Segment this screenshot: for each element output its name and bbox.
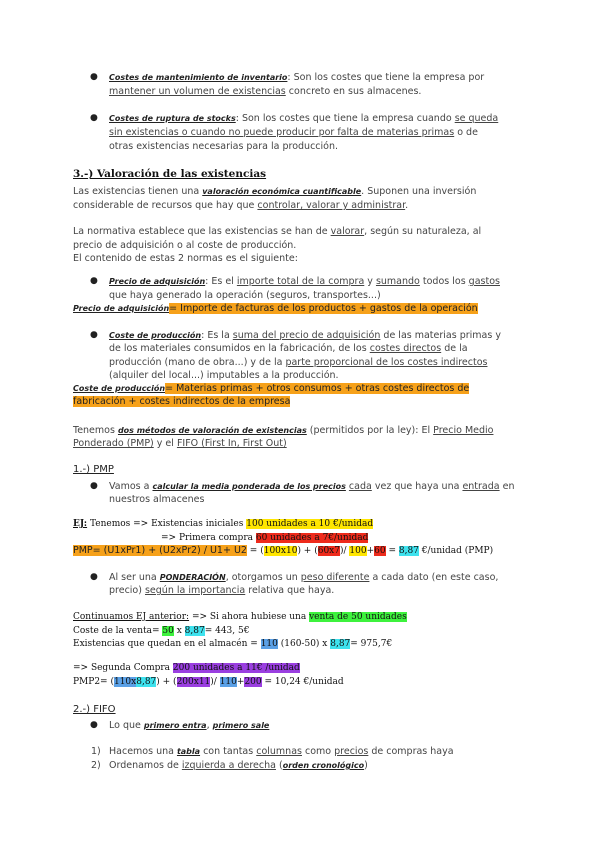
bullet-icon: ● (90, 330, 98, 340)
example-line: Coste de la venta= 50 x 8,87= 443, 5€ (73, 626, 250, 636)
paragraph-line: de los materiales consumidos en la fabricación, de los costes directos de la (109, 343, 468, 354)
bullet-icon: ● (90, 572, 98, 582)
bullet-fifo: Lo que primero entra, primero sale (109, 720, 270, 731)
term-label: Costes de mantenimiento de inventario (109, 73, 288, 82)
bullet-icon: ● (90, 481, 98, 491)
formula-precio-adquisicion: Precio de adquisición= Importe de facturas de los productos + gastos de la operación (73, 303, 478, 314)
paragraph-line: Ponderado (PMP) y el FIFO (First In, First Out) (73, 438, 287, 449)
bullet-ponderacion: Al ser una PONDERACIÓN, otorgamos un peso diferente a cada dato (en este caso, (109, 572, 499, 583)
section-heading-pmp: 1.-) PMP (73, 464, 114, 475)
paragraph-line: (alquiler del local...) imputables a la producción. (109, 370, 339, 381)
bullet-icon: ● (90, 720, 98, 730)
bullet-ruptura-line2: sin existencias o cuando no puede producir por falta de materias primas o de (109, 127, 478, 138)
bullet-icon: ● (90, 276, 98, 286)
example-line: Existencias que quedan en el almacén = 110 (160-50) x 8,87= 975,7€ (73, 639, 393, 649)
section-heading-fifo: 2.-) FIFO (73, 704, 116, 715)
example-line: PMP2= (110x8,87) + (200x11)/ 110+200 = 10,24 €/unidad (73, 677, 344, 687)
term-label: Costes de ruptura de stocks (109, 114, 236, 123)
bullet-mantenimiento: Costes de mantenimiento de inventario: Son los costes que tiene la empresa por (109, 72, 485, 83)
bullet-pmp: Vamos a calcular la media ponderada de los precios cada vez que haya una entrada en (109, 481, 515, 492)
paragraph-line: Tenemos dos métodos de valoración de existencias (permitidos por la ley): El Precio Medio (73, 425, 494, 436)
list-item: Ordenamos de izquierda a derecha (orden cronológico) (109, 760, 368, 771)
paragraph-line: El contenido de estas 2 normas es el siguiente: (73, 253, 298, 264)
bullet-mantenimiento-line2: mantener un volumen de existencias concreto en sus almacenes. (109, 86, 422, 97)
bullet-coste-produccion: Coste de producción: Es la suma del precio de adquisición de las materias primas y (109, 330, 501, 341)
paragraph-line: precio) según la importancia relativa que haya. (109, 585, 335, 596)
bullet-icon: ● (90, 113, 98, 123)
section-heading: 3.-) Valoración de las existencias (73, 168, 267, 180)
list-item: Hacemos una tabla con tantas columnas como precios de compras haya (109, 746, 454, 757)
pmp-formula: PMP= (U1xPr1) + (U2xPr2) / U1+ U2 = (100x10) + (60x7)/ 100+60 = 8,87 €/unidad (PMP) (73, 545, 494, 556)
bullet-icon: ● (90, 72, 98, 82)
example-line: Continuamos EJ anterior: => Si ahora hubiese una venta de 50 unidades (73, 612, 407, 622)
formula-coste-produccion: Coste de producción= Materias primas + otros consumos + otras costes directos de (73, 383, 470, 394)
list-number: 1) (91, 746, 101, 757)
paragraph-line: considerable de recursos que hay que controlar, valorar y administrar. (73, 200, 409, 211)
example-line: => Primera compra 60 unidades a 7€/unidad (161, 533, 369, 543)
paragraph-line: Las existencias tienen una valoración económica cuantificable. Suponen una inversión (73, 186, 477, 197)
paragraph-line: producción (mano de obra...) y de la parte proporcional de los costes indirectos (109, 357, 488, 368)
paragraph-line: precio de adquisición o al coste de producción. (73, 240, 297, 251)
bullet-precio-adquisicion: Precio de adquisición: Es el importe total de la compra y sumando todos los gastos (109, 276, 500, 287)
paragraph-line: La normativa establece que las existencias se han de valorar, según su naturaleza, al (73, 226, 482, 237)
paragraph-line: que haya generado la operación (seguros, transportes...) (109, 290, 381, 301)
example-line: EJ: Tenemos => Existencias iniciales 100 unidades a 10 €/unidad (73, 519, 374, 529)
paragraph-line: nuestros almacenes (109, 494, 205, 505)
example-line: => Segunda Compra 200 unidades a 11€ /unidad (73, 663, 300, 673)
list-number: 2) (91, 760, 101, 771)
bullet-ruptura-line3: otras existencias necesarias para la producción. (109, 141, 339, 152)
formula-coste-produccion-line2: fabricación + costes indirectos de la empresa (73, 396, 291, 407)
bullet-ruptura: Costes de ruptura de stocks: Son los costes que tiene la empresa cuando se queda (109, 113, 499, 124)
